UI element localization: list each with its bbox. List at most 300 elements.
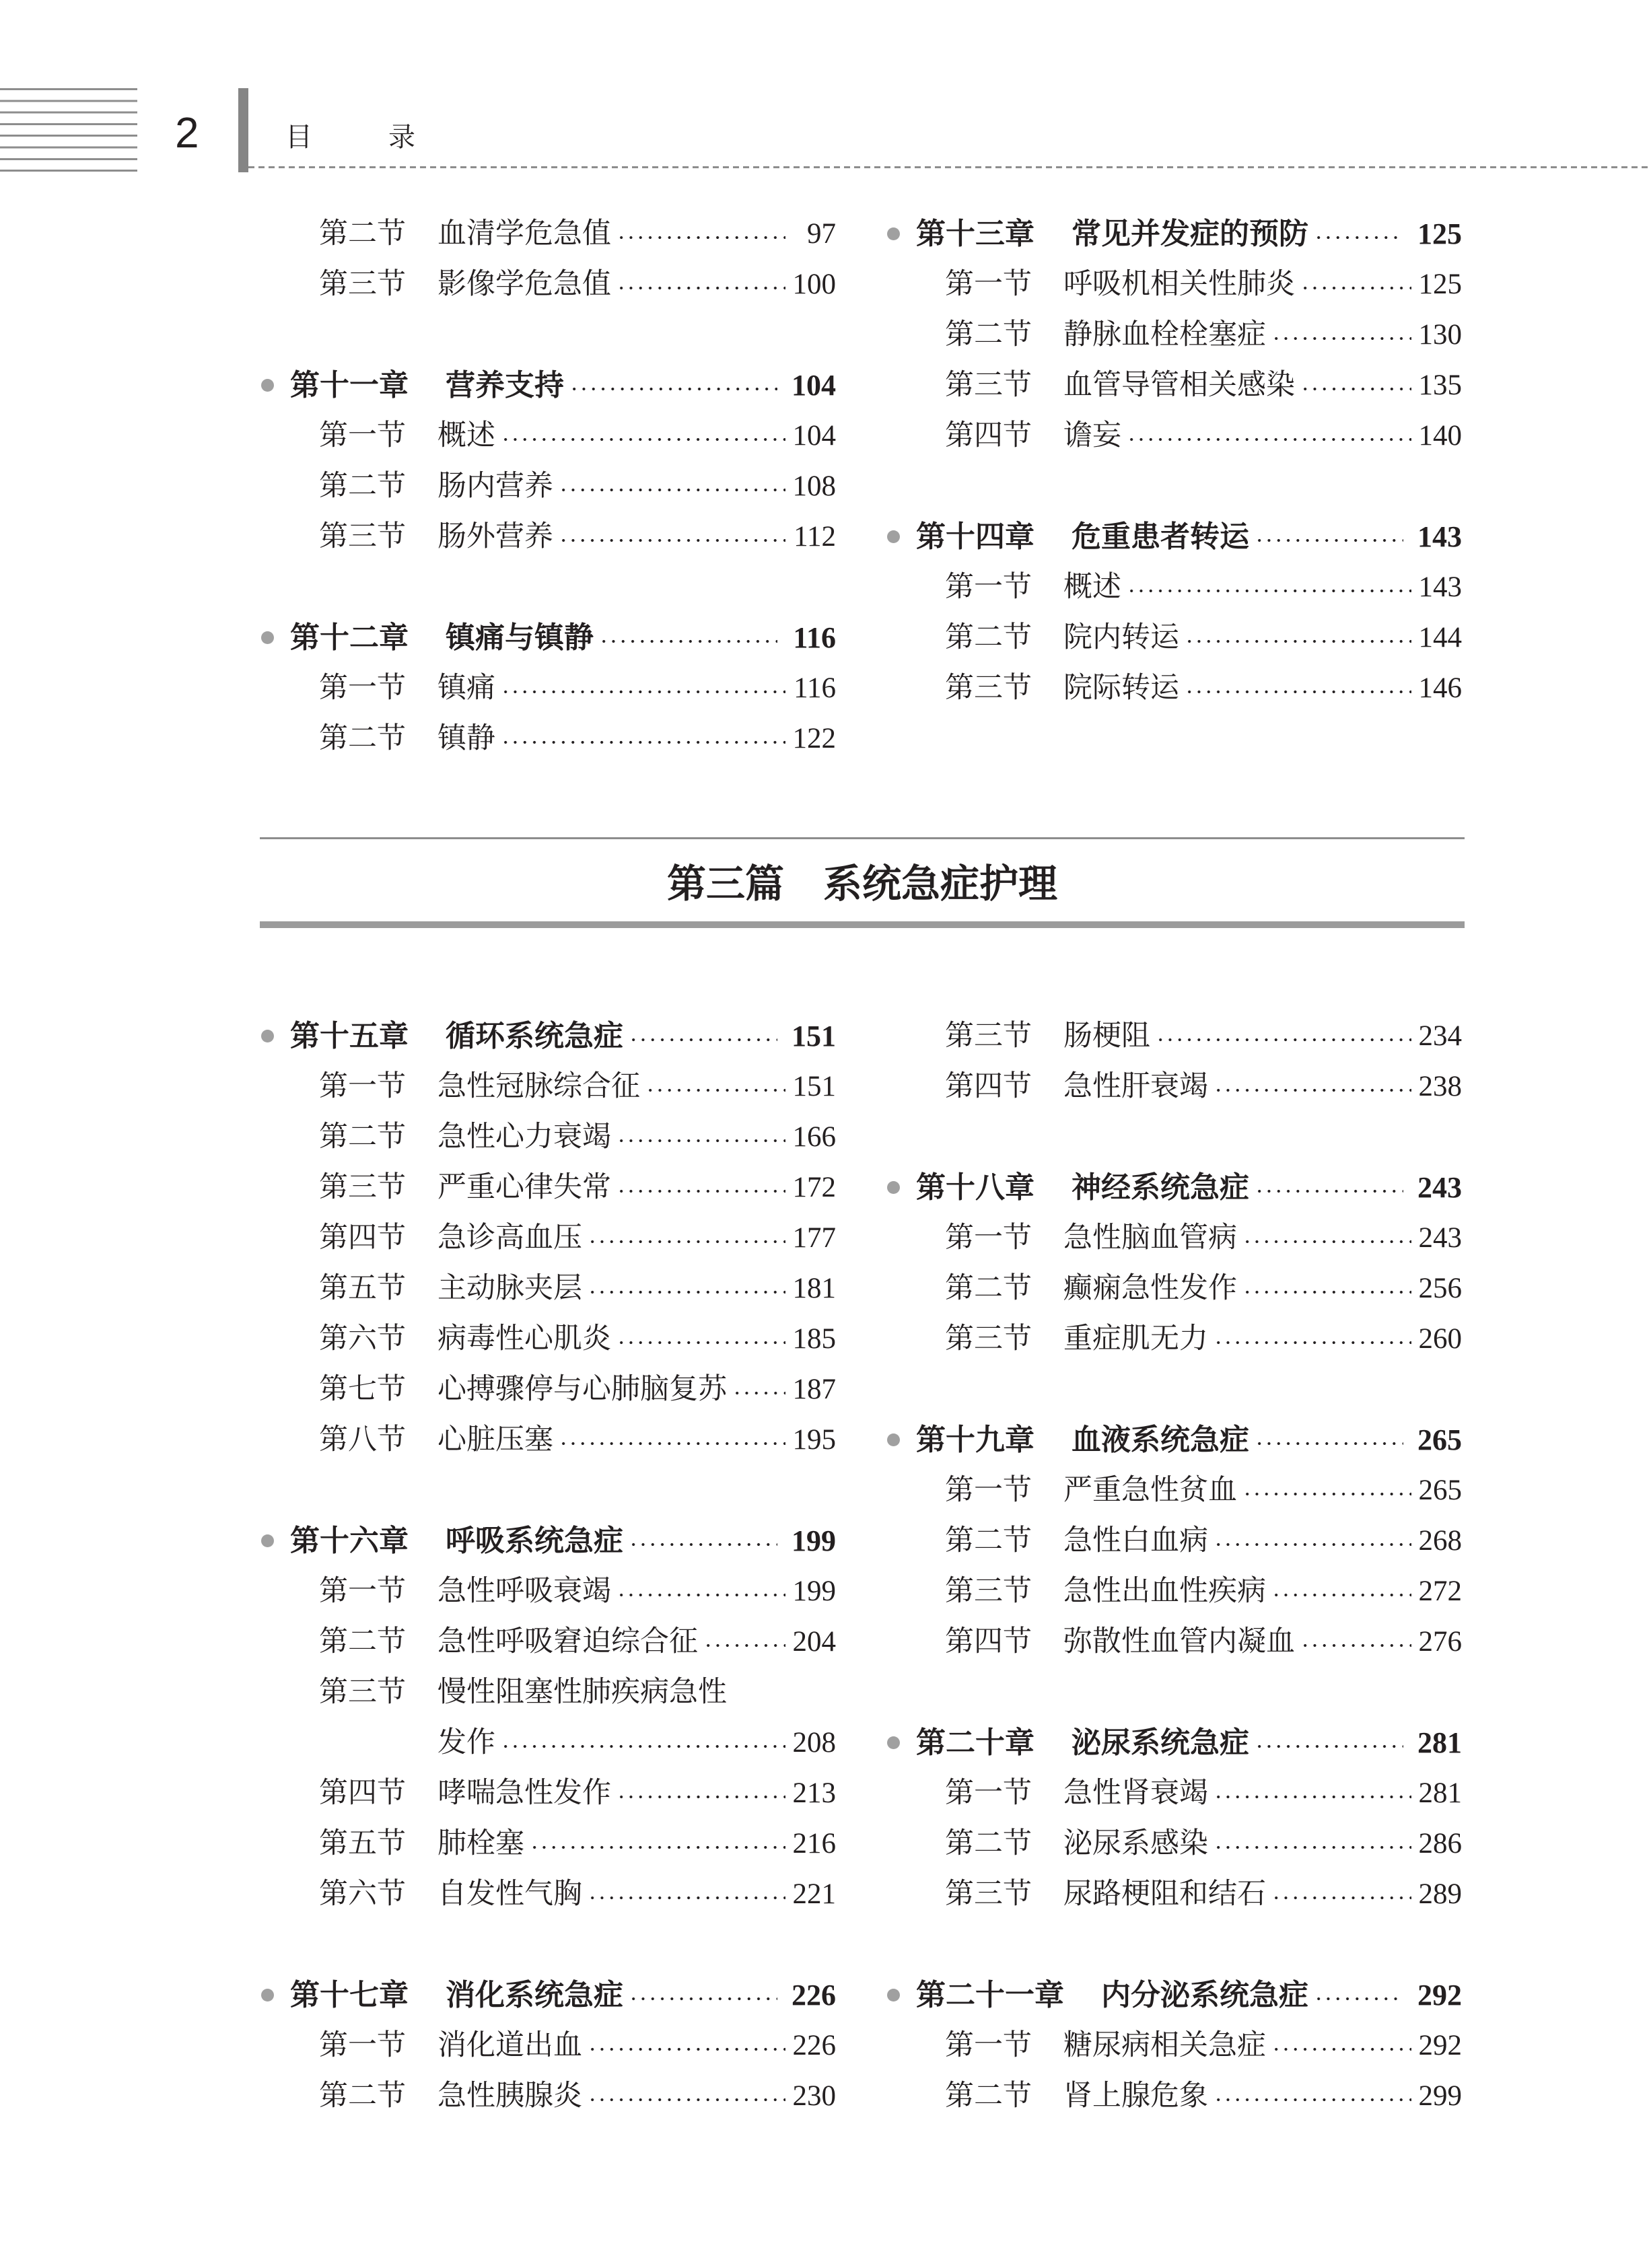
chapter-entry [882, 1162, 1462, 1213]
section-title: 急性呼吸窘迫综合征 [437, 1626, 698, 1658]
section-number: 第二节 [945, 2080, 1032, 2112]
section-number: 第八节 [319, 1424, 406, 1456]
chapter-page-number: 116 [793, 621, 836, 654]
section-number: 第一节 [945, 571, 1032, 603]
section-number: 第二节 [945, 319, 1032, 351]
chapter-number: 第十一章 [290, 368, 409, 402]
section-page-number: 151 [792, 1071, 836, 1102]
chapter-title: 内分泌系统急症 [1101, 1978, 1308, 2012]
section-entry-continued [256, 1717, 836, 1768]
section-number: 第二节 [319, 1626, 406, 1658]
dot-leader [501, 436, 785, 443]
section-title: 重症肌无力 [1063, 1323, 1208, 1355]
section-title: 心搏骤停与心肺脑复苏 [437, 1374, 727, 1405]
section-page-number: 299 [1418, 2080, 1462, 2112]
section-entry [256, 1263, 836, 1314]
section-entry [256, 1415, 836, 1465]
chapter-title: 血液系统急症 [1072, 1423, 1249, 1456]
dot-leader [1314, 234, 1403, 241]
section-number: 第二节 [945, 1273, 1032, 1304]
section-page-number: 243 [1418, 1222, 1462, 1254]
dot-leader [1127, 436, 1411, 443]
dot-leader [1214, 1844, 1411, 1851]
section-number: 第一节 [319, 1071, 406, 1102]
dot-leader [1214, 2096, 1411, 2103]
section-page-number: 108 [792, 470, 836, 502]
section-entry [256, 1667, 836, 1717]
section-title: 肺栓塞 [437, 1828, 524, 1859]
section-page-number: 112 [794, 521, 836, 553]
chapter-title: 神经系统急症 [1072, 1170, 1249, 1204]
part-rule-bottom [260, 921, 1465, 928]
chapter-entry [256, 1970, 836, 2020]
section-entry [256, 411, 836, 461]
dot-leader [501, 739, 785, 746]
section-entry [882, 310, 1462, 360]
section-entry [256, 2020, 836, 2071]
section-title: 院际转运 [1063, 672, 1179, 704]
dot-leader [559, 1440, 785, 1447]
bullet-dot-icon [887, 1736, 900, 1749]
chapter-entry [882, 1970, 1462, 2020]
section-page-number: 135 [1418, 369, 1462, 401]
section-number: 第一节 [319, 2030, 406, 2061]
section-page-number: 286 [1418, 1828, 1462, 1859]
section-number: 第一节 [319, 672, 406, 704]
bullet-dot-icon [887, 227, 900, 240]
dot-leader [588, 1289, 785, 1296]
section-entry [256, 1213, 836, 1263]
section-entry [882, 1213, 1462, 1263]
chapter-page-number: 199 [792, 1524, 836, 1557]
dot-leader [617, 285, 785, 291]
dot-leader [629, 1036, 777, 1043]
chapter-entry [256, 612, 836, 663]
chapter-title: 消化系统急症 [446, 1978, 623, 2012]
toc-column-lower-right [882, 1011, 1462, 2121]
dot-leader [588, 2046, 785, 2053]
section-number: 第一节 [945, 269, 1032, 300]
section-entry [882, 562, 1462, 612]
chapter-entry [256, 1516, 836, 1566]
dot-leader [599, 638, 777, 645]
section-title: 病毒性心肌炎 [437, 1323, 611, 1355]
dot-leader [1255, 1440, 1403, 1447]
section-number: 第六节 [319, 1878, 406, 1910]
section-number: 第四节 [319, 1222, 406, 1254]
section-continuation-block [882, 1011, 1462, 1112]
section-title: 镇痛 [437, 672, 495, 704]
section-page-number: 208 [792, 1727, 836, 1759]
chapter-number: 第十三章 [916, 217, 1034, 250]
section-page-number: 125 [1418, 269, 1462, 300]
dot-leader [1185, 638, 1411, 645]
chapter-page-number: 125 [1417, 217, 1462, 250]
bullet-dot-icon [887, 1989, 900, 2001]
bullet-dot-icon [261, 1989, 274, 2001]
header-stripes [0, 88, 137, 172]
dot-leader [1127, 588, 1411, 594]
section-entry [882, 1869, 1462, 1919]
running-title: 目录 [285, 122, 491, 152]
section-number: 第一节 [945, 1777, 1032, 1809]
section-number: 第四节 [319, 1777, 406, 1809]
section-number: 第一节 [945, 1222, 1032, 1254]
section-entry [256, 1818, 836, 1869]
chapter-block [256, 1516, 836, 1919]
section-entry [256, 1364, 836, 1415]
section-page-number: 166 [792, 1121, 836, 1153]
section-number: 第三节 [319, 521, 406, 553]
section-title: 呼吸机相关性肺炎 [1063, 269, 1295, 300]
section-page-number: 238 [1418, 1071, 1462, 1102]
section-entry [882, 1768, 1462, 1818]
dot-leader [617, 1339, 785, 1346]
dot-leader [501, 688, 785, 695]
section-title: 弥散性血管内凝血 [1063, 1626, 1295, 1658]
section-title: 消化道出血 [437, 2030, 582, 2061]
dot-leader [559, 537, 785, 544]
dot-leader [530, 1844, 785, 1851]
section-number: 第一节 [945, 2030, 1032, 2061]
chapter-title: 危重患者转运 [1072, 520, 1249, 553]
dot-leader [1255, 1188, 1403, 1195]
chapter-page-number: 143 [1417, 520, 1462, 553]
section-entry [882, 1263, 1462, 1314]
section-entry [256, 511, 836, 562]
section-title: 镇静 [437, 723, 495, 754]
section-number: 第一节 [945, 1475, 1032, 1506]
chapter-number: 第二十一章 [916, 1978, 1064, 2012]
chapter-entry [882, 511, 1462, 562]
section-number: 第二节 [945, 1828, 1032, 1859]
bullet-dot-icon [261, 631, 274, 644]
chapter-entry [882, 1415, 1462, 1465]
section-number: 第七节 [319, 1374, 406, 1405]
header-vertical-bar [238, 88, 248, 172]
chapter-number: 第十八章 [916, 1170, 1034, 1204]
section-entry [256, 1869, 836, 1919]
dot-leader [617, 234, 785, 241]
section-title: 急性出血性疾病 [1063, 1575, 1266, 1607]
section-entry [256, 1617, 836, 1667]
section-number: 第二节 [319, 723, 406, 754]
section-entry [882, 1061, 1462, 1112]
section-title: 心脏压塞 [437, 1424, 553, 1456]
section-number: 第四节 [945, 420, 1032, 452]
chapter-block [256, 1011, 836, 1465]
dot-leader [569, 386, 777, 392]
section-title: 急性肾衰竭 [1063, 1777, 1208, 1809]
section-number: 第五节 [319, 1273, 406, 1304]
section-page-number: 276 [1418, 1626, 1462, 1658]
toc-column-upper-right [882, 209, 1462, 713]
section-title: 血管导管相关感染 [1063, 369, 1295, 401]
section-entry [882, 1566, 1462, 1617]
dot-leader [1300, 285, 1411, 291]
section-number: 第三节 [945, 1020, 1032, 1052]
chapter-entry [882, 209, 1462, 259]
section-page-number: 234 [1418, 1020, 1462, 1052]
dot-leader [629, 1995, 777, 2002]
section-page-number: 195 [792, 1424, 836, 1456]
bullet-dot-icon [887, 1181, 900, 1194]
section-title: 糖尿病相关急症 [1063, 2030, 1266, 2061]
section-entry [882, 1818, 1462, 1869]
bullet-dot-icon [261, 1534, 274, 1547]
section-page-number: 97 [807, 218, 836, 250]
section-page-number: 104 [792, 420, 836, 452]
section-number: 第三节 [319, 1172, 406, 1203]
bullet-dot-icon [887, 530, 900, 543]
section-entry [256, 259, 836, 310]
dot-leader [1271, 2046, 1411, 2053]
section-title-continued: 发作 [437, 1727, 495, 1759]
part-heading [260, 861, 1465, 908]
chapter-title: 循环系统急症 [446, 1019, 623, 1053]
section-title: 慢性阻塞性肺疾病急性 [437, 1676, 727, 1708]
chapter-number: 第十九章 [916, 1423, 1034, 1456]
chapter-title: 镇痛与镇静 [446, 621, 594, 654]
section-number: 第三节 [319, 1676, 406, 1708]
section-number: 第二节 [945, 1525, 1032, 1557]
dot-leader [1156, 1036, 1411, 1043]
section-page-number: 226 [792, 2030, 836, 2061]
section-title: 急性心力衰竭 [437, 1121, 611, 1153]
section-title: 泌尿系感染 [1063, 1828, 1208, 1859]
section-entry [882, 1011, 1462, 1061]
chapter-block [882, 1162, 1462, 1364]
toc-column-upper-left [256, 209, 836, 764]
dot-leader [629, 1541, 777, 1548]
dot-leader [1271, 1894, 1411, 1901]
section-page-number: 281 [1418, 1777, 1462, 1809]
section-number: 第三节 [319, 269, 406, 300]
section-title: 癫痫急性发作 [1063, 1273, 1237, 1304]
section-number: 第三节 [945, 1878, 1032, 1910]
section-title: 急性肝衰竭 [1063, 1071, 1208, 1102]
section-number: 第三节 [945, 672, 1032, 704]
dot-leader [1314, 1995, 1403, 2002]
section-number: 第四节 [945, 1071, 1032, 1102]
chapter-block [256, 360, 836, 562]
chapter-number: 第十七章 [290, 1978, 409, 2012]
section-number: 第三节 [945, 369, 1032, 401]
section-page-number: 177 [792, 1222, 836, 1254]
dot-leader [1271, 1592, 1411, 1598]
header-dashed-rule [248, 166, 1649, 168]
dot-leader [1214, 1794, 1411, 1800]
section-page-number: 265 [1418, 1475, 1462, 1506]
dot-leader [1185, 688, 1411, 695]
section-number: 第一节 [319, 1575, 406, 1607]
section-number: 第二节 [319, 470, 406, 502]
section-title: 急性白血病 [1063, 1525, 1208, 1557]
part-rule-top [260, 837, 1465, 839]
chapter-page-number: 281 [1417, 1726, 1462, 1759]
section-entry [882, 259, 1462, 310]
dot-leader [501, 1743, 785, 1750]
section-number: 第二节 [319, 1121, 406, 1153]
dot-leader [1255, 1743, 1403, 1750]
section-number: 第三节 [945, 1323, 1032, 1355]
chapter-page-number: 265 [1417, 1423, 1462, 1456]
chapter-block [256, 1970, 836, 2121]
section-number: 第六节 [319, 1323, 406, 1355]
section-page-number: 199 [792, 1575, 836, 1607]
dot-leader [703, 1642, 785, 1649]
section-title: 肠内营养 [437, 470, 553, 502]
section-page-number: 146 [1418, 672, 1462, 704]
chapter-title: 常见并发症的预防 [1072, 217, 1308, 250]
section-page-number: 204 [792, 1626, 836, 1658]
chapter-page-number: 292 [1417, 1978, 1462, 2012]
chapter-entry [256, 360, 836, 411]
chapter-block [256, 612, 836, 764]
section-number: 第二节 [945, 622, 1032, 653]
dot-leader [1242, 1491, 1411, 1497]
chapter-title: 营养支持 [446, 368, 564, 402]
dot-leader [1255, 537, 1403, 544]
section-entry [256, 1314, 836, 1364]
section-entry [256, 461, 836, 511]
section-title: 自发性气胸 [437, 1878, 582, 1910]
page-number: 2 [175, 108, 199, 157]
section-title: 严重急性贫血 [1063, 1475, 1237, 1506]
chapter-entry [882, 1717, 1462, 1768]
section-page-number: 100 [792, 269, 836, 300]
section-page-number: 216 [792, 1828, 836, 1859]
section-number: 第二节 [319, 218, 406, 250]
dot-leader [588, 1238, 785, 1245]
chapter-block [882, 1717, 1462, 1919]
chapter-title: 泌尿系统急症 [1072, 1726, 1249, 1759]
section-page-number: 272 [1418, 1575, 1462, 1607]
dot-leader [732, 1390, 785, 1396]
chapter-number: 第十四章 [916, 520, 1034, 553]
section-number: 第一节 [319, 420, 406, 452]
section-title: 急性脑血管病 [1063, 1222, 1237, 1254]
section-title: 急性胰腺炎 [437, 2080, 582, 2112]
bullet-dot-icon [887, 1433, 900, 1446]
section-number: 第二节 [319, 2080, 406, 2112]
section-title: 肾上腺危象 [1063, 2080, 1208, 2112]
section-page-number: 116 [794, 672, 836, 704]
chapter-block [882, 209, 1462, 461]
section-entry [882, 663, 1462, 713]
section-title: 概述 [437, 420, 495, 452]
section-page-number: 181 [792, 1273, 836, 1304]
dot-leader [588, 2096, 785, 2103]
section-page-number: 172 [792, 1172, 836, 1203]
dot-leader [588, 1894, 785, 1901]
section-title: 急性呼吸衰竭 [437, 1575, 611, 1607]
section-entry [882, 2071, 1462, 2121]
chapter-page-number: 151 [792, 1019, 836, 1053]
dot-leader [1214, 1541, 1411, 1548]
dot-leader [645, 1087, 785, 1094]
section-page-number: 122 [792, 723, 836, 754]
section-title: 尿路梗阻和结石 [1063, 1878, 1266, 1910]
section-entry [256, 1162, 836, 1213]
dot-leader [559, 487, 785, 493]
chapter-entry [256, 1011, 836, 1061]
bullet-dot-icon [261, 379, 274, 392]
section-entry [256, 663, 836, 713]
section-entry [256, 1061, 836, 1112]
section-page-number: 268 [1418, 1525, 1462, 1557]
chapter-block [882, 511, 1462, 713]
dot-leader [1271, 335, 1411, 342]
section-number: 第五节 [319, 1828, 406, 1859]
section-entry [882, 612, 1462, 663]
section-page-number: 292 [1418, 2030, 1462, 2061]
section-title: 谵妄 [1063, 420, 1121, 452]
dot-leader [617, 1137, 785, 1144]
section-entry [256, 1768, 836, 1818]
dot-leader [617, 1188, 785, 1195]
chapter-number: 第二十章 [916, 1726, 1034, 1759]
section-entry [882, 1516, 1462, 1566]
section-entry [256, 2071, 836, 2121]
dot-leader [617, 1794, 785, 1800]
section-page-number: 260 [1418, 1323, 1462, 1355]
dot-leader [1214, 1339, 1411, 1346]
section-title: 急诊高血压 [437, 1222, 582, 1254]
section-title: 肠外营养 [437, 521, 553, 553]
section-title: 肠梗阻 [1063, 1020, 1150, 1052]
section-page-number: 143 [1418, 571, 1462, 603]
section-title: 影像学危急值 [437, 269, 611, 300]
section-page-number: 140 [1418, 420, 1462, 452]
chapter-number: 第十二章 [290, 621, 409, 654]
section-entry [882, 360, 1462, 411]
chapter-page-number: 104 [792, 368, 836, 402]
dot-leader [1214, 1087, 1411, 1094]
dot-leader [1242, 1289, 1411, 1296]
chapter-title: 呼吸系统急症 [446, 1524, 623, 1557]
section-number: 第三节 [945, 1575, 1032, 1607]
section-entry [256, 1112, 836, 1162]
section-title: 院内转运 [1063, 622, 1179, 653]
dot-leader [617, 1592, 785, 1598]
chapter-block [882, 1970, 1462, 2121]
section-number: 第四节 [945, 1626, 1032, 1658]
section-title: 血清学危急值 [437, 218, 611, 250]
section-page-number: 289 [1418, 1878, 1462, 1910]
section-page-number: 230 [792, 2080, 836, 2112]
section-entry [256, 1566, 836, 1617]
section-entry [256, 209, 836, 259]
chapter-number: 第十五章 [290, 1019, 409, 1053]
chapter-number: 第十六章 [290, 1524, 409, 1557]
chapter-page-number: 243 [1417, 1170, 1462, 1204]
section-page-number: 130 [1418, 319, 1462, 351]
bullet-dot-icon [261, 1030, 274, 1042]
dot-leader [1242, 1238, 1411, 1245]
section-continuation-block [256, 209, 836, 310]
chapter-block [882, 1415, 1462, 1667]
section-page-number: 256 [1418, 1273, 1462, 1304]
section-title: 主动脉夹层 [437, 1273, 582, 1304]
part-title: 系统急症护理 [823, 862, 1058, 906]
part-number: 第三篇 [666, 862, 784, 906]
dot-leader [1300, 386, 1411, 392]
chapter-page-number: 226 [792, 1978, 836, 2012]
section-entry [882, 1465, 1462, 1516]
section-page-number: 187 [792, 1374, 836, 1405]
section-page-number: 144 [1418, 622, 1462, 653]
